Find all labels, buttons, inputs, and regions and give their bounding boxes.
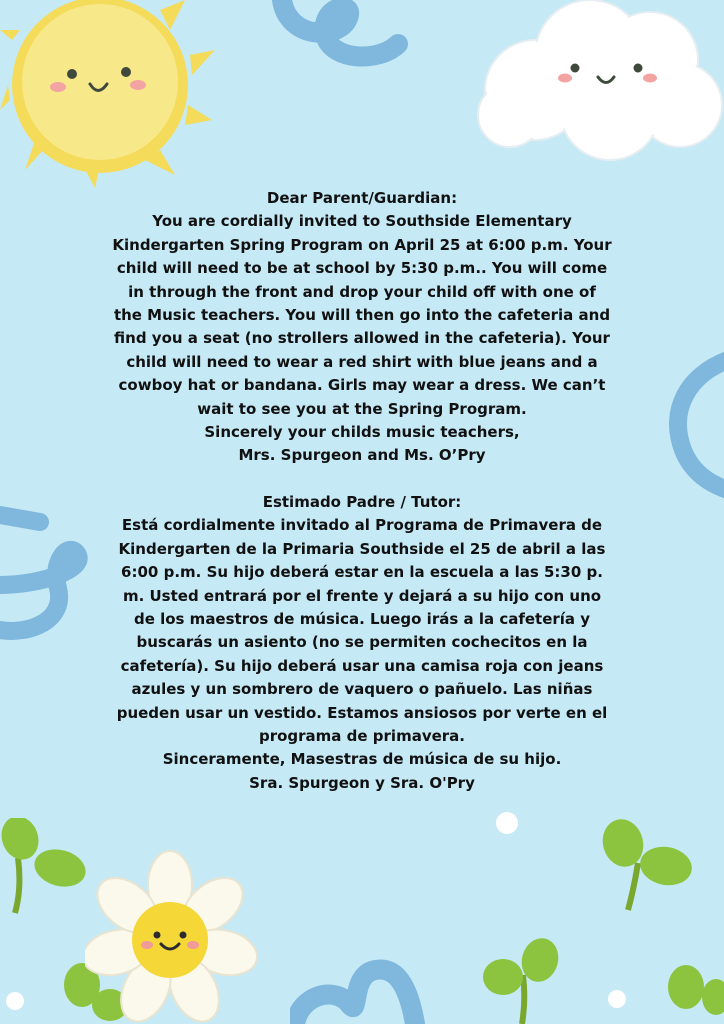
sun-eye-right	[121, 67, 131, 77]
swirl-left	[0, 500, 100, 650]
sprout-bottom-right	[664, 955, 724, 1024]
english-body: You are cordially invited to Southside Elementary Kindergarten Spring Program on April 25 at 6:00 p.m. Your child will need to be at school by 5:30 p.m.. You will come in through the front and drop your child off with one of the Music teachers. You will then go into the cafeteria and find you a seat (no strollers allowed in the cafeteria). Your child will need to wear a red shirt with blue jeans and a cowboy hat or bandana. Girls may wear a dress. We can’t wait to see you at the Spring Program.	[112, 212, 612, 418]
spanish-closing: Sinceramente, Masestras de música de su hijo.	[162, 750, 562, 769]
english-closing: Sincerely your childs music teachers,	[204, 423, 520, 442]
invitation-letter	[112, 187, 612, 795]
white-dot	[4, 990, 26, 1012]
white-dot	[606, 988, 628, 1010]
english-signature: Mrs. Spurgeon and Ms. O’Pry	[238, 446, 486, 465]
spanish-greeting: Estimado Padre / Tutor:	[262, 492, 462, 511]
swirl-bottom	[290, 955, 450, 1024]
swirl-top	[260, 0, 410, 75]
white-dot	[494, 810, 520, 836]
english-greeting: Dear Parent/Guardian:	[266, 189, 458, 207]
spanish-signature: Sra. Spurgeon y Sra. O'Pry	[249, 773, 475, 792]
spanish-body: Está cordialmente invitado al Programa de Primavera de Kindergarten de la Primaria Southside el 25 de abril a las 6:00 p.m. Su hijo deberá estar en la escuela a las 5:30 p. m. Usted entrará por el frente y dejará a su hijo con uno de los maestros de música. Luego irás a la cafetería y buscarás un asiento (no se permiten cochecitos en la cafetería). Su hijo deberá usar una camisa roja con jeans azules y un sombrero de vaquero o pañuelo. Las niñas pueden usar un vestido. Estamos ansiosos por verte en el programa de primavera.	[116, 516, 608, 745]
sprout-bottom-mid	[478, 935, 568, 1024]
sun-eye-left	[67, 69, 77, 79]
sun-illustration	[0, 0, 220, 190]
section-gap	[112, 468, 612, 491]
daisy-illustration	[85, 850, 260, 1024]
swirl-right	[668, 350, 724, 500]
cloud-illustration	[470, 0, 724, 165]
sprout-right	[598, 818, 698, 918]
